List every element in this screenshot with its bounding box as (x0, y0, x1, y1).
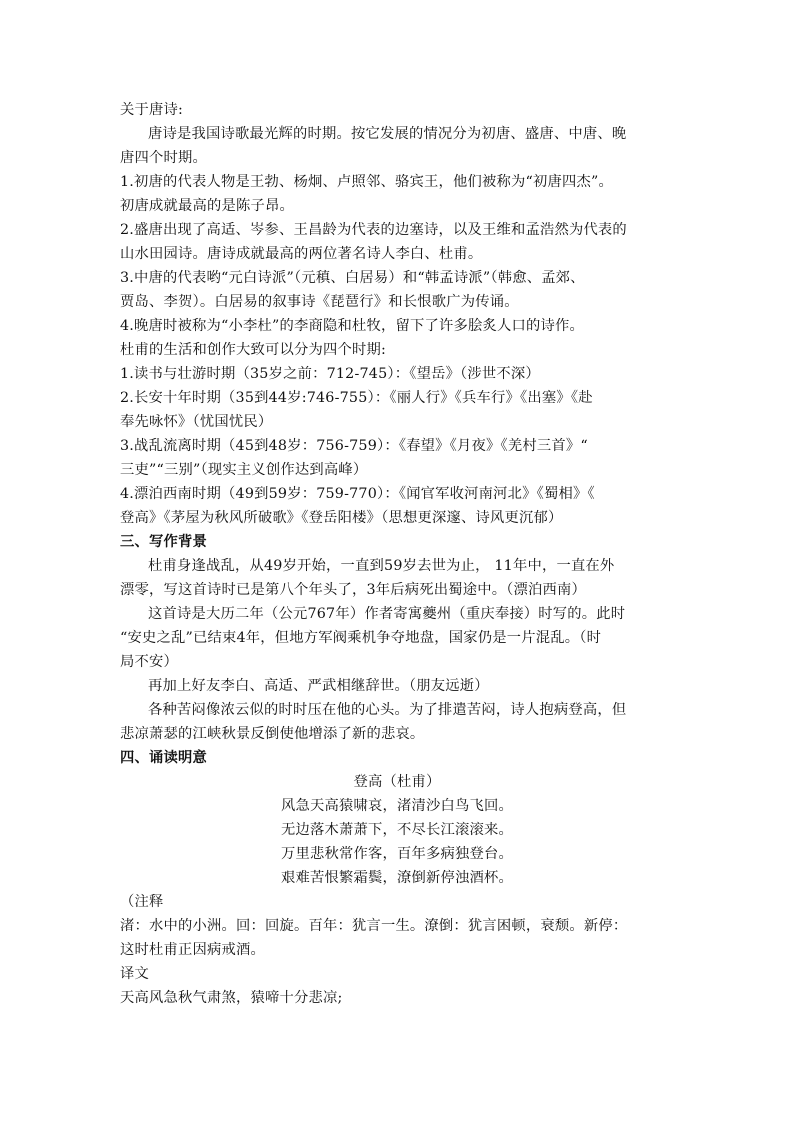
reading-heading: 四、诵读明意 (120, 750, 207, 766)
poem-line-3: 万里悲秋常作客，百年多病独登台。 (281, 846, 513, 862)
tang-point-3a: 3.中唐的代表哟“元白诗派”（元稹、白居易）和“韩孟诗派”（韩愈、孟郊、 (120, 270, 585, 286)
notes-line-a: 渚：水中的小洲。回：回旋。百年：犹言一生。潦倒：犹言困顿，衰颓。新停： (120, 918, 628, 934)
dufu-stage-4b: 登高》《茅屋为秋风所破歌》《登岳阳楼》（思想更深邃、诗风更沉郁） (120, 510, 563, 526)
tang-point-1b: 初唐成就最高的是陈子昂。 (120, 198, 294, 214)
tang-point-3b: 贾岛、李贺）。白居易的叙事诗《琵琶行》和长恨歌广为传诵。 (120, 294, 519, 310)
notes-heading: （注释 (120, 894, 164, 910)
background-para-2c: 局不安） (120, 654, 178, 670)
translation-line-1: 天高风急秋气肃煞，猿啼十分悲凉; (120, 990, 343, 1006)
poem-line-1: 风急天高猿啸哀，渚清沙白鸟飞回。 (281, 798, 513, 814)
poem-line-4: 艰难苦恨繁霜鬓，潦倒新停浊酒杯。 (281, 870, 513, 886)
dufu-stage-1: 1.读书与壮游时期（35岁之前：712-745）：《望岳》（涉世不深） (120, 366, 540, 382)
poem-title: 登高（杜甫） (353, 774, 441, 790)
background-para-2a: 这首诗是大历二年（公元767年）作者寄寓夔州（重庆奉接）时写的。此时 (148, 606, 626, 622)
tang-heading: 关于唐诗: (120, 102, 184, 118)
dufu-stage-3b: 三吏”“三别”（现实主义创作达到高峰） (120, 462, 368, 478)
background-para-3: 再加上好友李白、高适、严武相继辞世。（朋友远逝） (148, 678, 489, 694)
tang-point-4: 4.晚唐时被称为“小李杜”的李商隐和杜牧，留下了许多脍炙人口的诗作。 (120, 318, 584, 334)
tang-intro-line-2: 唐四个时期。 (120, 150, 207, 166)
background-heading: 三、写作背景 (120, 534, 207, 550)
background-para-1a: 杜甫身逢战乱，从49岁开始，一直到59岁去世为止， 11年中，一直在外 (148, 558, 615, 574)
tang-intro-line-1: 唐诗是我国诗歌最光辉的时期。按它发展的情况分为初唐、盛唐、中唐、晚 (148, 126, 627, 142)
background-para-4b: 悲凉萧瑟的江峡秋景反倒使他增添了新的悲哀。 (120, 726, 425, 742)
background-para-4a: 各种苦闷像浓云似的时时压在他的心头。为了排遣苦闷，诗人抱病登高，但 (148, 702, 627, 718)
background-para-1b: 漂零，写这首诗时已是第八个年头了，3年后病死出蜀途中。（漂泊西南） (120, 582, 587, 598)
dufu-stage-2a: 2.长安十年时期（35到44岁:746-755）：《丽人行》《兵车行》《出塞》《赴 (120, 390, 593, 406)
tang-point-1a: 1.初唐的代表人物是王勃、杨炯、卢照邻、骆宾王，他们被称为“初唐四杰”。 (120, 174, 613, 190)
tang-point-2a: 2.盛唐出现了高适、岑参、王昌龄为代表的边塞诗，以及王维和孟浩然为代表的 (120, 222, 627, 238)
dufu-stage-3a: 3.战乱流离时期（45到48岁：756-759）：《春望》《月夜》《羌村三首》“ (120, 438, 588, 454)
notes-line-b: 这时杜甫正因病戒酒。 (120, 942, 265, 958)
dufu-stage-2b: 奉先咏怀》（忧国忧民） (120, 414, 273, 430)
dufu-stage-4a: 4.漂泊西南时期（49到59岁：759-770）：《闻官军收河南河北》《蜀相》《 (120, 486, 595, 502)
background-para-2b: “安史之乱”已结束4年，但地方军阀乘机争夺地盘，国家仍是一片混乱。（时 (120, 630, 602, 646)
translation-heading: 译文 (120, 966, 149, 982)
tang-point-2b: 山水田园诗。唐诗成就最高的两位著名诗人李白、杜甫。 (120, 246, 483, 262)
poem-line-2: 无边落木萧萧下，不尽长江滚滚来。 (281, 822, 513, 838)
dufu-heading: 杜甫的生活和创作大致可以分为四个时期: (120, 342, 386, 358)
